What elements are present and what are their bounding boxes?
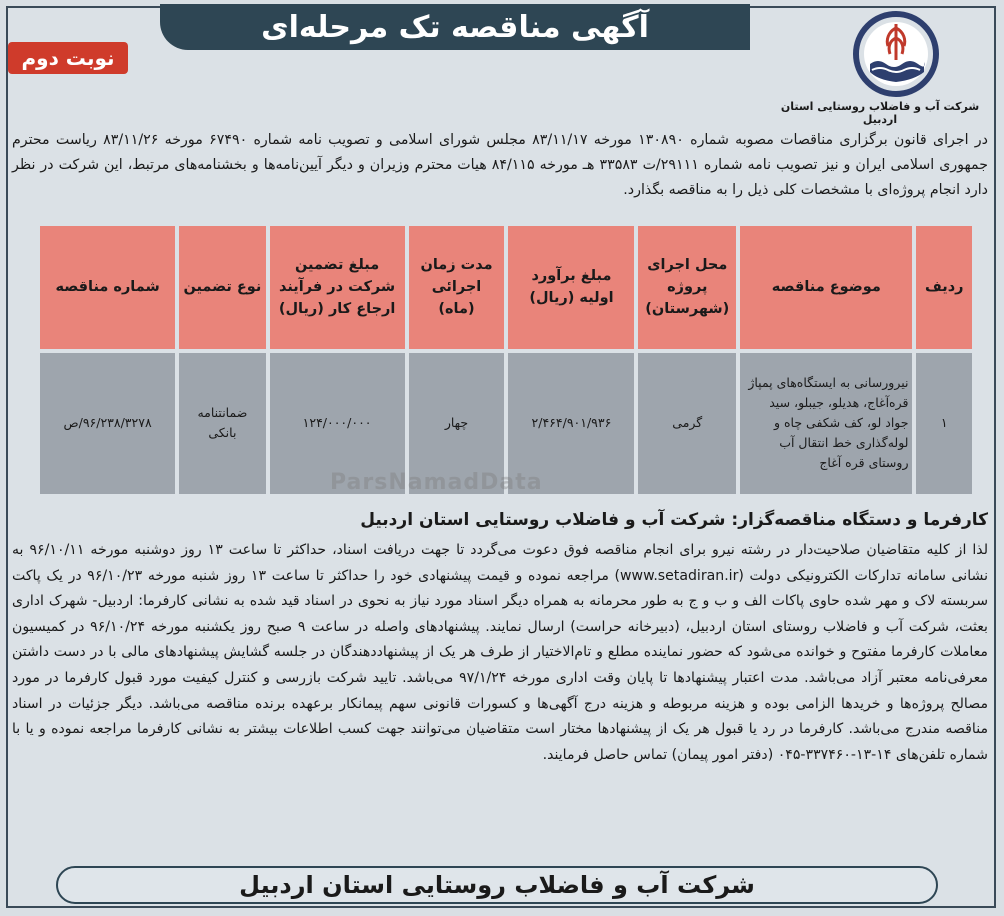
intro-paragraph: در اجرای قانون برگزاری مناقصات مصوبه شماره ۱۳۰۸۹۰ مورخه ۸۳/۱۱/۱۷ مجلس شورای اسلامی و تصویب نامه شماره ۶۷۴۹۰ مورخه ۸۳/۱۱/۲۶ ریاست محترم جمهوری اسلامی ایران و نیز تصویب نامه شماره ۲۹۱۱۱/ت ۳۳۵۸۳ هـ مورخه ۸۴/۱۱۵ هیات محترم وزیران و دیگر آیین‌نامه‌ها و بخشنامه‌های مرتبط، این شرکت در نظر دارد انجام پروژه‌ای با مشخصات کلی ذیل را به مناقصه بگذارد. bbox=[12, 132, 989, 198]
second-notice-badge: نوبت دوم bbox=[8, 42, 128, 74]
watermark: ParsNamadData bbox=[330, 470, 543, 495]
col-subject: موضوع مناقصه bbox=[740, 226, 912, 349]
cell-location: گرمی bbox=[638, 353, 736, 494]
tender-table bbox=[36, 222, 976, 498]
cell-duration: چهار bbox=[409, 353, 505, 494]
water-company-logo-icon bbox=[852, 10, 940, 98]
footer-banner bbox=[56, 866, 938, 904]
cell-estimate: ۲/۴۶۴/۹۰۱/۹۳۶ bbox=[508, 353, 634, 494]
col-guarantee-amount: مبلغ تضمین شرکت در فرآیند ارجاع کار (ریال) bbox=[270, 226, 405, 349]
page-title: آگهی مناقصه تک مرحله‌ای bbox=[261, 9, 649, 45]
company-name-under-logo: شرکت آب و فاضلاب روستایی استان اردبیل bbox=[780, 100, 980, 126]
employer-name: شرکت آب و فاضلاب روستایی استان اردبیل bbox=[360, 510, 726, 530]
col-tender-no: شماره مناقصه bbox=[40, 226, 175, 349]
col-duration: مدت زمان اجرائی (ماه) bbox=[409, 226, 505, 349]
col-guarantee-type: نوع تضمین bbox=[179, 226, 265, 349]
cell-row-no: ۱ bbox=[916, 353, 972, 494]
col-location: محل اجرای پروژه (شهرستان) bbox=[638, 226, 736, 349]
employer-label: کارفرما و دستگاه مناقصه‌گزار: bbox=[731, 510, 988, 530]
body-paragraph: لذا از کلیه متقاضیان صلاحیت‌دار در رشته نیرو برای انجام مناقصه فوق دعوت می‌گردد تا جهت دریافت اسناد، حداکثر تا ساعت ۱۳ روز دوشنبه مورخه ۹۶/۱۰/۱۱ به نشانی سامانه تدارکات الکترونیکی دولت (www.setadiran.ir) مراجعه نموده و قیمت پیشنهادی خود را حداکثر تا ساعت ۱۳ روز شنبه مورخه ۹۶/۱۰/۲۳ در یک پاکت سربسته لاک و مهر شده حاوی پاکات الف و ب و ج به طور محرمانه به همراه دیگر اسناد مورد نیاز به نحوی در اسناد قید شده به نشانی کارفرما: اردبیل- شهرک اداری بعثت، شرکت آب و فاضلاب روستای استان اردبیل، (دبیرخانه حراست) ارسال نمایند. پیشنهادهای واصله در ساعت ۹ صبح روز یکشنبه مورخه ۹۶/۱۰/۲۴ در کمیسیون معاملات کارفرما مفتوح و خوانده می‌شود که حضور نماینده مطلع و تام‌الاختیار از طرف هر یک از پیشنهاددهندگان در جلسه گشایش پیشنهادهای مالی با در دست داشتن معرفی‌نامه معتبر آزاد می‌باشد. مدت اعتبار پیشنهادها تا پایان وقت اداری مورخه ۹۷/۱/۲۴ می‌باشد. تایید شرکت بازرسی و کنترل کیفیت مورد قبول کارفرما در مورد مصالح پروژه‌ها و خریدها الزامی بوده و هزینه مربوطه و هزینه درج آگهی‌ها و کسورات قانونی سهم پیمانکار برعهده برنده مناقصه می‌باشد. دیگر جزئیات در اسناد مناقصه مندرج می‌باشد. کارفرما در رد یا قبول هر یک از پیشنهادها مختار است متقاضیان می‌توانند جهت کسب اطلاعات بیشتر به نشانی کارفرما مراجعه نموده و یا با شماره تلفن‌های ۱۴-۱۳-۳۳۷۴۶۰-۰۴۵ (دفتر امور پیمان) تماس حاصل فرمایند. bbox=[12, 542, 989, 763]
cell-guarantee-amount: ۱۲۴/۰۰۰/۰۰۰ bbox=[270, 353, 405, 494]
cell-guarantee-type: ضمانتنامه بانکی bbox=[179, 353, 265, 494]
employer-line bbox=[300, 510, 988, 530]
footer-company-name: شرکت آب و فاضلاب روستایی استان اردبیل bbox=[239, 871, 755, 899]
col-row-no: ردیف bbox=[916, 226, 972, 349]
header-bar bbox=[160, 4, 750, 50]
cell-tender-no: ۹۶/۲۳۸/۳۲۷۸/ص bbox=[40, 353, 175, 494]
cell-subject: نیرورسانی به ایستگاه‌های پمپاژ قره‌آغاج، هدیلو، جیبلو، سید جواد لو، کف شکفی چاه و لوله‌گذاری خط انتقال آب روستای قره آغاج bbox=[740, 353, 912, 494]
col-estimate: مبلغ برآورد اولیه (ریال) bbox=[508, 226, 634, 349]
table-header-row bbox=[40, 226, 972, 349]
